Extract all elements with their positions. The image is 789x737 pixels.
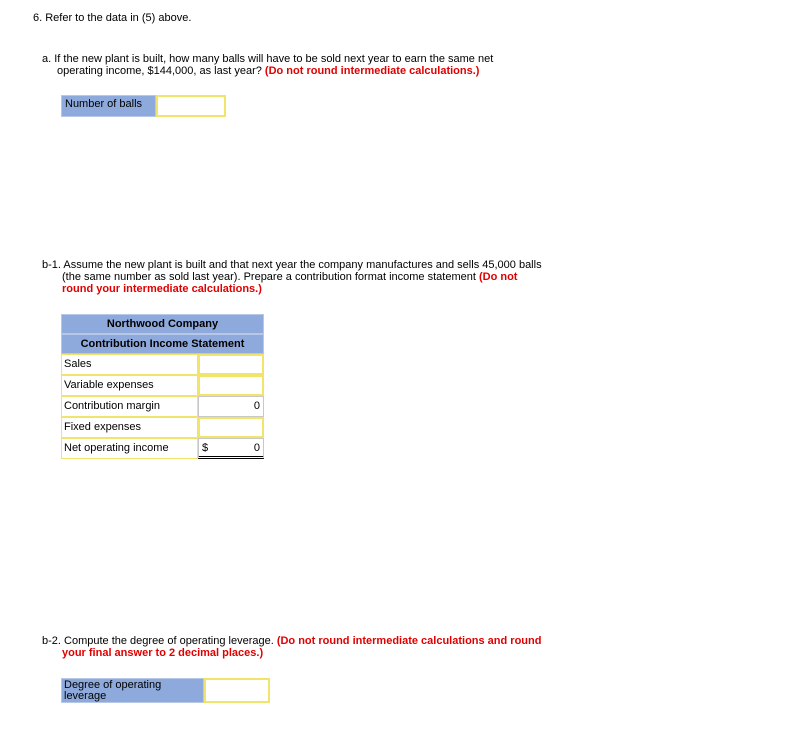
- income-statement: [61, 314, 264, 459]
- number-of-balls-label: Number of balls: [61, 95, 156, 117]
- variable-expenses-label: Variable expenses: [61, 375, 198, 396]
- net-operating-income-label: Net operating income: [61, 438, 198, 459]
- table-row: [61, 354, 264, 375]
- dol-label-line1: Degree of operating: [64, 679, 162, 691]
- question-heading: 6. Refer to the data in (5) above.: [33, 12, 192, 24]
- table-row: [61, 396, 264, 417]
- part-a-line2-text: operating income, $144,000, as last year?: [57, 65, 262, 77]
- table-row: [61, 375, 264, 396]
- sales-label: Sales: [61, 354, 198, 375]
- part-b1-note2: round your intermediate calculations.): [62, 283, 262, 295]
- net-operating-income-value: 0: [253, 442, 260, 454]
- statement-title: Contribution Income Statement: [61, 334, 264, 354]
- dol-input[interactable]: [204, 678, 270, 703]
- contribution-margin-value: 0: [198, 396, 264, 417]
- part-b2-note1: (Do not round intermediate calculations and round: [276, 635, 542, 647]
- dollar-sign: $: [202, 442, 209, 454]
- net-operating-income-cell: [198, 438, 264, 459]
- sales-input[interactable]: [198, 354, 264, 375]
- contribution-margin-label: Contribution margin: [61, 396, 198, 417]
- part-a-text-line2: [57, 65, 479, 78]
- part-b1-text-line1: b-1. Assume the new plant is built and that next year the company manufactures and sells 45,000 balls: [42, 259, 542, 271]
- dol-label: [61, 678, 204, 703]
- table-row: [61, 417, 264, 438]
- part-a-text-line1: a. If the new plant is built, how many balls will have to be sold next year to earn the same net: [42, 53, 494, 65]
- fixed-expenses-input[interactable]: [198, 417, 264, 438]
- company-name: Northwood Company: [61, 314, 264, 334]
- fixed-expenses-label: Fixed expenses: [61, 417, 198, 438]
- part-a-note: (Do not round intermediate calculations.): [264, 65, 480, 77]
- part-b1-note1: (Do not: [478, 271, 518, 283]
- variable-expenses-input[interactable]: [198, 375, 264, 396]
- number-of-balls-input[interactable]: [156, 95, 226, 117]
- part-b2-line1-text: b-2. Compute the degree of operating leverage.: [42, 635, 274, 647]
- table-row: [61, 438, 264, 459]
- part-b1-line2-text: (the same number as sold last year). Prepare a contribution format income statement: [62, 271, 476, 283]
- part-b2-note2: your final answer to 2 decimal places.): [62, 647, 264, 659]
- dol-label-line2: leverage: [64, 690, 107, 702]
